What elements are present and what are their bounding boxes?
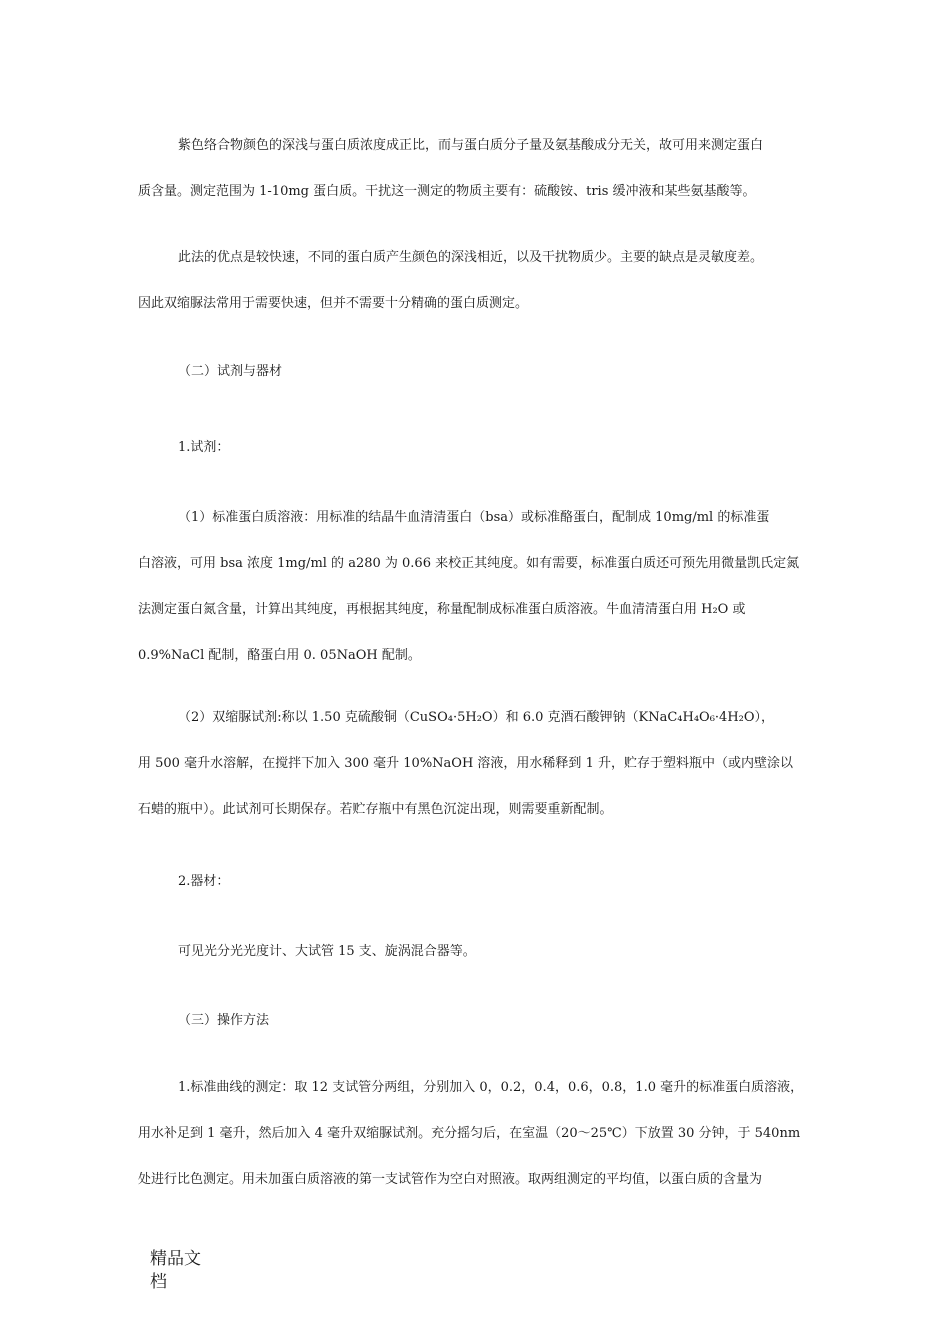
paragraph-5: 可见光分光光度计、大试管 15 支、旋涡混合器等。 <box>178 944 476 959</box>
paragraph-3 <box>138 508 818 666</box>
paragraph-4 <box>138 708 818 820</box>
paragraph-3-line-2: 白溶液，可用 bsa 浓度 1mg/ml 的 a280 为 0.66 来校正其纯度。如有需要，标准蛋白质还可预先用微量凯氏定氮 <box>138 556 800 571</box>
paragraph-6-line-2: 用水补足到 1 毫升，然后加入 4 毫升双缩脲试剂。充分摇匀后，在室温（20～25℃）下放置 30 分钟，于 540nm <box>138 1126 801 1141</box>
paragraph-1 <box>138 136 814 202</box>
subheading-reagents: 1.试剂： <box>178 440 230 455</box>
paragraph-3-line-1: （1）标准蛋白质溶液：用标准的结晶牛血清清蛋白（bsa）或标准酪蛋白，配制成 10mg/ml 的标准蛋 <box>178 510 770 525</box>
paragraph-4-line-2: 用 500 毫升水溶解，在搅拌下加入 300 毫升 10%NaOH 溶液，用水稀释到 1 升，贮存于塑料瓶中（或内壁涂以 <box>138 756 793 771</box>
paragraph-6-line-1: 1.标准曲线的测定：取 12 支试管分两组，分别加入 0，0.2，0.4，0.6，0.8，1.0 毫升的标准蛋白质溶液， <box>178 1080 804 1095</box>
footer-label <box>150 1248 210 1294</box>
footer-line-2: 档 <box>150 1272 167 1292</box>
paragraph-2-line-2: 因此双缩脲法常用于需要快速，但并不需要十分精确的蛋白质测定。 <box>138 296 529 311</box>
paragraph-6 <box>138 1078 818 1190</box>
paragraph-4-line-3: 石蜡的瓶中）。此试剂可长期保存。若贮存瓶中有黑色沉淀出现，则需要重新配制。 <box>138 802 613 817</box>
paragraph-6-line-3: 处进行比色测定。用未加蛋白质溶液的第一支试管作为空白对照液。取两组测定的平均值，以蛋白质的含量为 <box>138 1172 763 1187</box>
subheading-equipment: 2.器材： <box>178 874 230 889</box>
paragraph-4-line-1: （2）双缩脲试剂:称以 1.50 克硫酸铜（CuSO₄·5H₂O）和 6.0 克酒石酸钾钠（KNaC₄H₄O₆·4H₂O）， <box>178 710 775 725</box>
paragraph-1-line-1: 紫色络合物颜色的深浅与蛋白质浓度成正比，而与蛋白质分子量及氨基酸成分无关，故可用来测定蛋白 <box>178 138 764 153</box>
footer-line-1: 精品文 <box>150 1249 201 1269</box>
section-heading-reagents-equipment: （二）试剂与器材 <box>178 364 283 379</box>
paragraph-2 <box>138 248 814 314</box>
paragraph-3-line-4: 0.9%NaCl 配制，酪蛋白用 0. 05NaOH 配制。 <box>138 648 421 663</box>
paragraph-1-line-2: 质含量。测定范围为 1-10mg 蛋白质。干扰这一测定的物质主要有：硫酸铵、tris 缓冲液和某些氨基酸等。 <box>138 184 756 199</box>
paragraph-2-line-1: 此法的优点是较快速，不同的蛋白质产生颜色的深浅相近，以及干扰物质少。主要的缺点是灵敏度差。 <box>178 250 764 265</box>
section-heading-procedure: （三）操作方法 <box>178 1013 270 1028</box>
paragraph-3-line-3: 法测定蛋白氮含量，计算出其纯度，再根据其纯度，称量配制成标准蛋白质溶液。牛血清清蛋白用 H₂O 或 <box>138 602 746 617</box>
